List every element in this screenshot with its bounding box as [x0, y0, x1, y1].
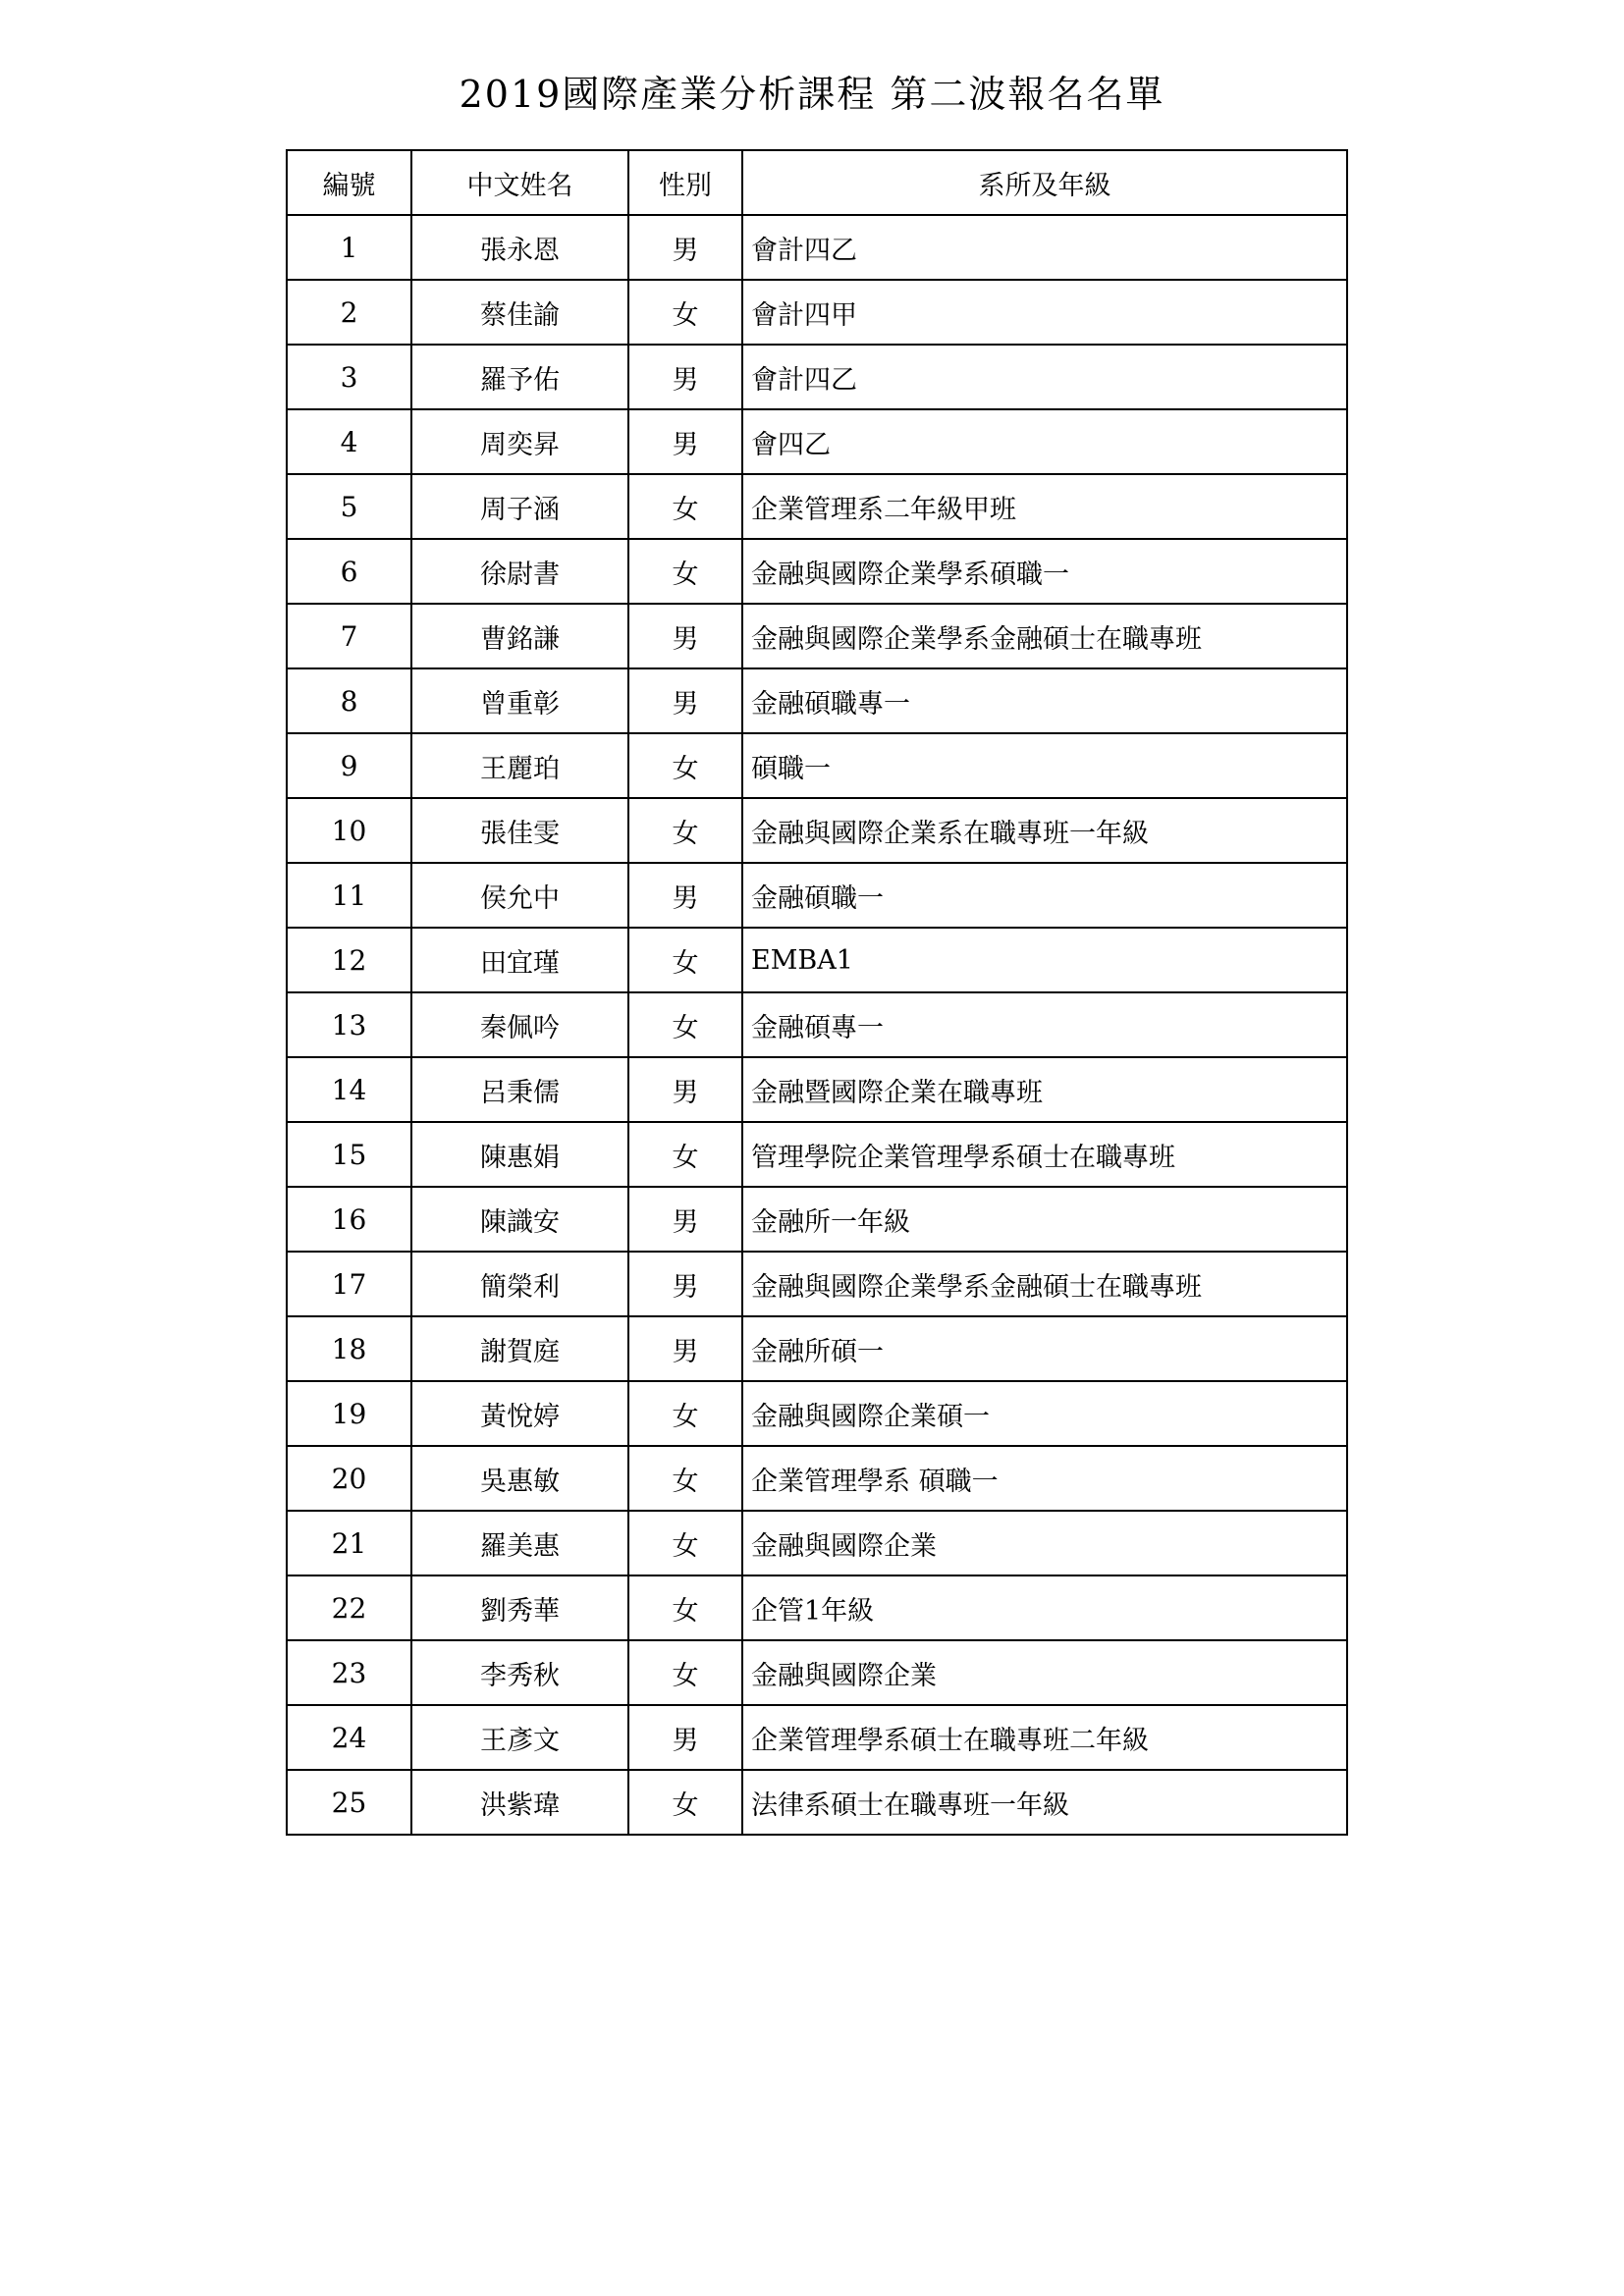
cell-name: 謝賀庭	[411, 1316, 628, 1381]
cell-number: 25	[287, 1770, 411, 1835]
cell-name: 田宜瑾	[411, 928, 628, 992]
table-row	[287, 1511, 1347, 1575]
cell-department: 金融碩職一	[742, 863, 1347, 928]
header-number: 編號	[287, 150, 411, 215]
cell-number: 10	[287, 798, 411, 863]
header-gender: 性別	[628, 150, 742, 215]
cell-name: 張佳雯	[411, 798, 628, 863]
cell-name: 秦佩吟	[411, 992, 628, 1057]
cell-department: 企業管理學系碩士在職專班二年級	[742, 1705, 1347, 1770]
cell-department: 會計四乙	[742, 345, 1347, 409]
cell-department: 管理學院企業管理學系碩士在職專班	[742, 1122, 1347, 1187]
cell-gender: 男	[628, 215, 742, 280]
cell-name: 王麗珀	[411, 733, 628, 798]
cell-name: 李秀秋	[411, 1640, 628, 1705]
cell-gender: 男	[628, 345, 742, 409]
cell-gender: 女	[628, 280, 742, 345]
cell-name: 吳惠敏	[411, 1446, 628, 1511]
table-row	[287, 1316, 1347, 1381]
cell-number: 3	[287, 345, 411, 409]
table-row	[287, 1770, 1347, 1835]
cell-department: 金融暨國際企業在職專班	[742, 1057, 1347, 1122]
cell-name: 曾重彰	[411, 668, 628, 733]
cell-name: 羅美惠	[411, 1511, 628, 1575]
cell-gender: 女	[628, 1511, 742, 1575]
cell-number: 20	[287, 1446, 411, 1511]
cell-number: 23	[287, 1640, 411, 1705]
cell-department: 碩職一	[742, 733, 1347, 798]
table-row	[287, 1381, 1347, 1446]
table-row	[287, 474, 1347, 539]
cell-number: 8	[287, 668, 411, 733]
cell-department: 企業管理系二年級甲班	[742, 474, 1347, 539]
cell-department: 金融所碩一	[742, 1316, 1347, 1381]
cell-number: 24	[287, 1705, 411, 1770]
cell-number: 13	[287, 992, 411, 1057]
header-name: 中文姓名	[411, 150, 628, 215]
cell-gender: 女	[628, 798, 742, 863]
cell-number: 7	[287, 604, 411, 668]
table-row	[287, 215, 1347, 280]
cell-department: 金融與國際企業學系金融碩士在職專班	[742, 1252, 1347, 1316]
cell-name: 蔡佳諭	[411, 280, 628, 345]
cell-number: 16	[287, 1187, 411, 1252]
cell-department: EMBA1	[742, 928, 1347, 992]
cell-gender: 女	[628, 1122, 742, 1187]
table-header-row	[287, 150, 1347, 215]
cell-department: 金融與國際企業系在職專班一年級	[742, 798, 1347, 863]
cell-name: 陳惠娟	[411, 1122, 628, 1187]
cell-number: 14	[287, 1057, 411, 1122]
cell-department: 金融與國際企業學系碩職一	[742, 539, 1347, 604]
table-row	[287, 863, 1347, 928]
table-row	[287, 928, 1347, 992]
cell-name: 侯允中	[411, 863, 628, 928]
cell-gender: 女	[628, 1640, 742, 1705]
cell-gender: 女	[628, 992, 742, 1057]
cell-gender: 男	[628, 1187, 742, 1252]
cell-gender: 女	[628, 928, 742, 992]
registration-table	[286, 149, 1348, 1836]
cell-gender: 女	[628, 1381, 742, 1446]
cell-department: 金融與國際企業	[742, 1511, 1347, 1575]
cell-department: 金融碩職專一	[742, 668, 1347, 733]
table-row	[287, 539, 1347, 604]
cell-department: 金融所一年級	[742, 1187, 1347, 1252]
cell-gender: 女	[628, 733, 742, 798]
cell-number: 18	[287, 1316, 411, 1381]
cell-gender: 男	[628, 668, 742, 733]
cell-department: 金融與國際企業碩一	[742, 1381, 1347, 1446]
table-row	[287, 1446, 1347, 1511]
cell-department: 會計四乙	[742, 215, 1347, 280]
cell-number: 6	[287, 539, 411, 604]
table-row	[287, 798, 1347, 863]
cell-name: 羅予佑	[411, 345, 628, 409]
cell-name: 呂秉儒	[411, 1057, 628, 1122]
cell-department: 企管1年級	[742, 1575, 1347, 1640]
cell-name: 曹銘謙	[411, 604, 628, 668]
cell-gender: 男	[628, 1705, 742, 1770]
table-row	[287, 409, 1347, 474]
cell-name: 周子涵	[411, 474, 628, 539]
cell-name: 洪紫瑋	[411, 1770, 628, 1835]
table-row	[287, 1575, 1347, 1640]
header-department: 系所及年級	[742, 150, 1347, 215]
cell-name: 劉秀華	[411, 1575, 628, 1640]
cell-gender: 女	[628, 1770, 742, 1835]
cell-gender: 男	[628, 409, 742, 474]
cell-department: 會計四甲	[742, 280, 1347, 345]
cell-gender: 女	[628, 539, 742, 604]
table-row	[287, 1640, 1347, 1705]
table-row	[287, 1705, 1347, 1770]
cell-name: 簡榮利	[411, 1252, 628, 1316]
cell-department: 金融與國際企業學系金融碩士在職專班	[742, 604, 1347, 668]
cell-number: 17	[287, 1252, 411, 1316]
cell-gender: 男	[628, 604, 742, 668]
table-row	[287, 733, 1347, 798]
cell-number: 1	[287, 215, 411, 280]
table-row	[287, 604, 1347, 668]
cell-name: 張永恩	[411, 215, 628, 280]
cell-department: 金融碩專一	[742, 992, 1347, 1057]
table-row	[287, 1122, 1347, 1187]
cell-department: 法律系碩士在職專班一年級	[742, 1770, 1347, 1835]
table-row	[287, 668, 1347, 733]
table-row	[287, 1187, 1347, 1252]
cell-name: 王彥文	[411, 1705, 628, 1770]
cell-number: 5	[287, 474, 411, 539]
table-row	[287, 992, 1347, 1057]
cell-number: 15	[287, 1122, 411, 1187]
cell-department: 企業管理學系 碩職一	[742, 1446, 1347, 1511]
cell-name: 周奕昇	[411, 409, 628, 474]
cell-number: 11	[287, 863, 411, 928]
page-title: 2019國際產業分析課程 第二波報名名單	[459, 73, 1165, 116]
cell-number: 22	[287, 1575, 411, 1640]
table-row	[287, 280, 1347, 345]
cell-number: 2	[287, 280, 411, 345]
cell-number: 9	[287, 733, 411, 798]
cell-gender: 男	[628, 1057, 742, 1122]
cell-number: 21	[287, 1511, 411, 1575]
cell-gender: 女	[628, 1446, 742, 1511]
cell-gender: 女	[628, 474, 742, 539]
table-row	[287, 1252, 1347, 1316]
cell-name: 黃悅婷	[411, 1381, 628, 1446]
cell-number: 12	[287, 928, 411, 992]
cell-gender: 男	[628, 1252, 742, 1316]
cell-number: 19	[287, 1381, 411, 1446]
cell-name: 徐尉書	[411, 539, 628, 604]
table-body	[287, 215, 1347, 1835]
cell-gender: 女	[628, 1575, 742, 1640]
cell-department: 會四乙	[742, 409, 1347, 474]
cell-gender: 男	[628, 1316, 742, 1381]
table-row	[287, 345, 1347, 409]
table-row	[287, 1057, 1347, 1122]
cell-gender: 男	[628, 863, 742, 928]
cell-name: 陳識安	[411, 1187, 628, 1252]
cell-department: 金融與國際企業	[742, 1640, 1347, 1705]
cell-number: 4	[287, 409, 411, 474]
